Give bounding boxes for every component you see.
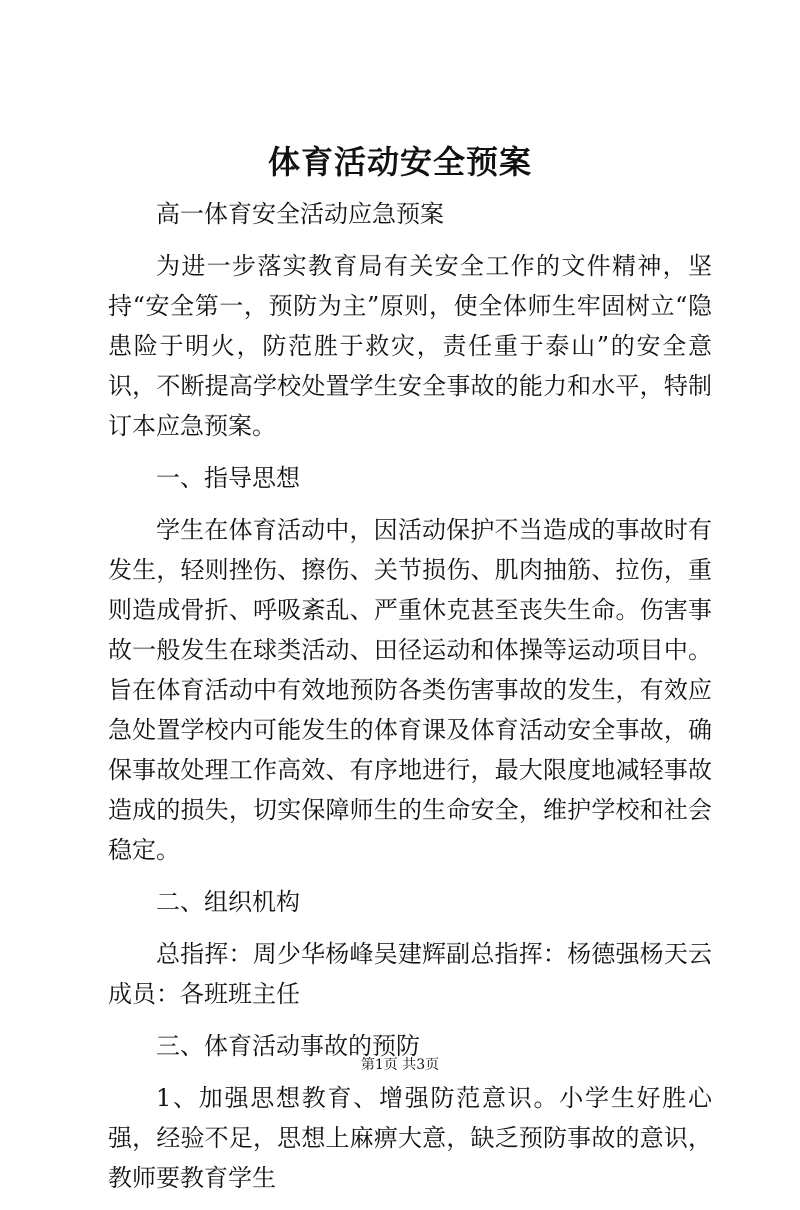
section-heading-organization: 二、组织机构 (156, 888, 300, 916)
page-footer: 第1页 共3页 (360, 1057, 440, 1073)
document-title: 体育活动安全预案 (267, 143, 532, 181)
guiding-thought-paragraph: 学生在体育活动中，因活动保护不当造成的事故时有发生，轻则挫伤、擦伤、关节损伤、肌肉抽筋、拉伤，重则造成骨折、呼吸紊乱、严重休克甚至丧失生命。伤害事故一般发生在球类活动、田径运动和体操等运动项目中。旨在体育活动中有效地预防各类伤害事故的发生，有效应急处置学校内可能发生的体育课及体育活动安全事故，确保事故处理工作高效、有序地进行，最大限度地减轻事故造成的损失，切实保障师生的生命安全，维护学校和社会稳定。 (108, 516, 712, 864)
intro-paragraph: 为进一步落实教育局有关安全工作的文件精神，坚持“安全第一，预防为主”原则，使全体师生牢固树立“隐患险于明火，防范胜于救灾，责任重于泰山”的安全意识，不断提高学校处置学生安全事故的能力和水平，特制订本应急预案。 (108, 252, 712, 440)
prevention-paragraph-1: 1、加强思想教育、增强防范意识。小学生好胜心强，经验不足，思想上麻痹大意，缺乏预防事故的意识，教师要教育学生 (108, 1084, 712, 1192)
organization-paragraph: 总指挥：周少华杨峰吴建辉副总指挥：杨德强杨天云成员：各班班主任 (108, 940, 712, 1008)
section-heading-prevention: 三、体育活动事故的预防 (156, 1032, 420, 1060)
section-heading-guiding-thought: 一、指导思想 (156, 464, 300, 492)
subtitle-paragraph: 高一体育安全活动应急预案 (156, 200, 444, 228)
